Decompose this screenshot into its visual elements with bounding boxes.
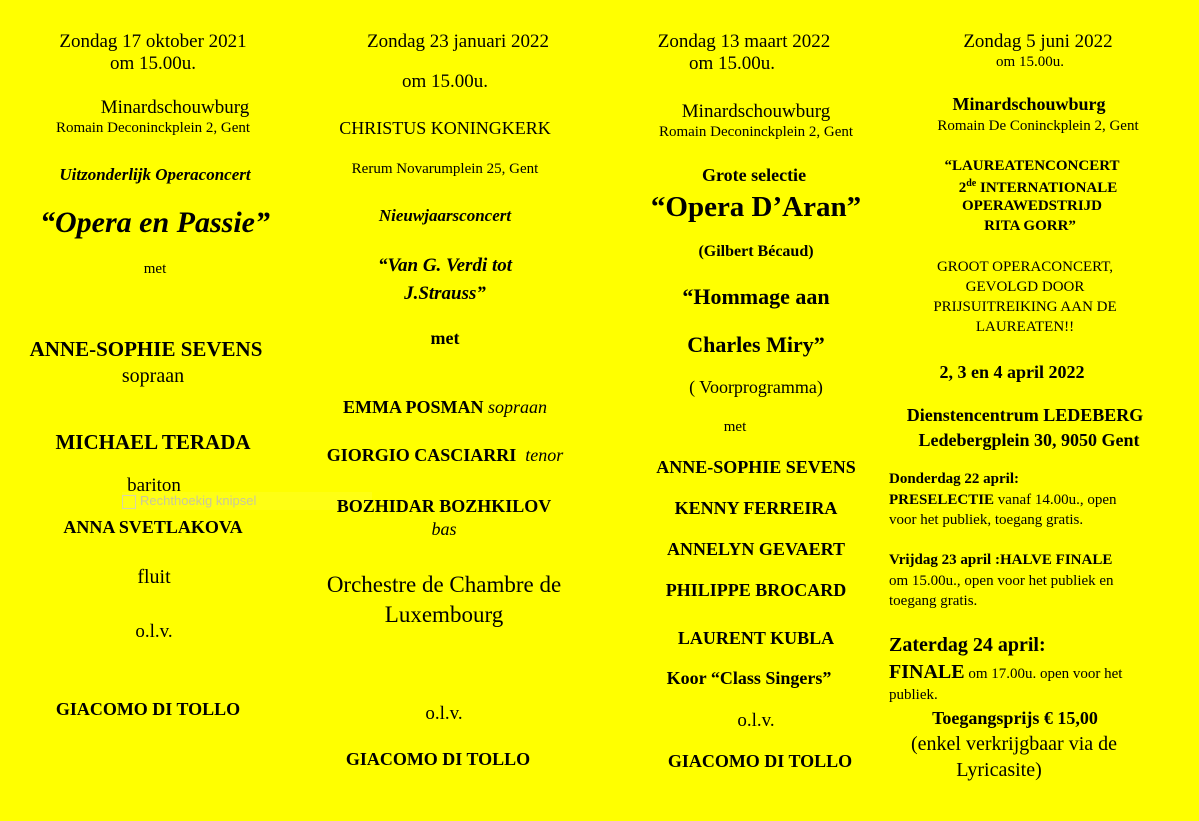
snip-rectangle-icon <box>122 495 136 509</box>
col4-day2-line-3: toegang gratis. <box>889 593 978 609</box>
col4-laureaat-number: 2 <box>958 180 967 196</box>
col4-laureaat-line-4: RITA GORR” <box>984 218 1076 234</box>
col1-title: “Opera en Passie” <box>40 206 270 239</box>
col2-address: Rerum Novarumplein 25, Gent <box>351 161 539 177</box>
col4-time: om 15.00u. <box>996 54 1064 70</box>
col4-laureaat-line-3: OPERAWEDSTRIJD <box>961 198 1103 214</box>
col1-with: met <box>143 261 167 277</box>
col2-performer-2-name: GIORGIO CASCIARRI <box>326 445 517 465</box>
col3-with: met <box>723 419 747 435</box>
col4-laureaat-internationale: INTERNATIONALE <box>976 180 1118 196</box>
col3-performer-5: LAURENT KUBLA <box>677 628 835 648</box>
col4-day3-line-3: publiek. <box>889 687 938 703</box>
snip-overlay-label <box>122 492 372 510</box>
col1-time: om 15.00u. <box>109 53 197 74</box>
col4-day1-title: Donderdag 22 april: <box>889 471 1020 487</box>
col1-date: Zondag 17 oktober 2021 <box>59 31 247 52</box>
col3-time: om 15.00u. <box>688 53 776 74</box>
col4-groot-line-2: GEVOLGD DOOR <box>965 279 1085 295</box>
col1-address: Romain Deconinckplein 2, Gent <box>55 120 251 136</box>
col4-groot-line-3: PRIJSUITREIKING AAN DE <box>933 299 1117 315</box>
col3-choir: Koor “Class Singers” <box>666 668 832 688</box>
col1-performer-2-role: bariton <box>127 475 181 496</box>
col2-with: met <box>430 328 460 348</box>
col1-performer-3-role: fluit <box>137 566 171 588</box>
col3-performer-3: ANNELYN GEVAERT <box>667 539 845 559</box>
col1-performer-1-name: ANNE-SOPHIE SEVENS <box>29 337 263 361</box>
col3-venue: Minardschouwburg <box>681 101 831 122</box>
col3-hommage-line-2: Charles Miry” <box>687 332 825 357</box>
col3-subtitle: Grote selectie <box>701 165 807 185</box>
col2-title-line-2: J.Strauss” <box>404 283 486 304</box>
col1-conductor: GIACOMO DI TOLLO <box>55 699 241 719</box>
col4-preselectie: PRESELECTIE <box>889 492 995 508</box>
col2-performer-3-name: BOZHIDAR BOZHKILOV <box>336 496 552 516</box>
col4-day1-time: vanaf 14.00u., open <box>994 492 1117 508</box>
col1-subtitle: Uitzonderlijk Operaconcert <box>59 165 251 184</box>
col2-performer-3-role: bas <box>431 519 457 539</box>
col2-performer-2 <box>327 446 564 465</box>
col3-composer: (Gilbert Bécaud) <box>698 243 814 260</box>
col4-laureaat-line-2 <box>959 179 1118 197</box>
col4-day1-line-2 <box>889 493 1117 509</box>
col2-performer-2-role: tenor <box>525 445 564 465</box>
col2-performer-1-name: EMMA POSMAN <box>343 397 484 417</box>
col3-address: Romain Deconinckplein 2, Gent <box>658 124 854 140</box>
col2-performer-1-role: sopraan <box>487 397 547 417</box>
col1-performer-3-name: ANNA SVETLAKOVA <box>63 517 243 537</box>
col4-day1-line-3: voor het publiek, toegang gratis. <box>889 512 1084 528</box>
col2-olv: o.l.v. <box>425 703 463 724</box>
col2-conductor: GIACOMO DI TOLLO <box>345 749 531 769</box>
col4-address: Romain De Coninckplein 2, Gent <box>937 118 1139 134</box>
col2-subtitle: Nieuwjaarsconcert <box>378 206 512 225</box>
col3-date: Zondag 13 maart 2022 <box>657 31 831 52</box>
col4-dates: 2, 3 en 4 april 2022 <box>939 362 1085 382</box>
col2-time: om 15.00u. <box>401 71 489 92</box>
col3-performer-4: PHILIPPE BROCARD <box>665 580 847 600</box>
col3-performer-2: KENNY FERREIRA <box>674 498 838 518</box>
col4-day2-line-2: om 15.00u., open voor het publiek en <box>889 573 1114 589</box>
col4-note-line-1: (enkel verkrijgbaar via de <box>910 733 1118 755</box>
col1-olv: o.l.v. <box>135 621 173 642</box>
snip-label: Rechthoekig knipsel <box>140 493 257 508</box>
col1-performer-2-name: MICHAEL TERADA <box>55 430 251 454</box>
col3-olv: o.l.v. <box>737 710 775 731</box>
col1-venue: Minardschouwburg <box>100 97 250 118</box>
col4-laureaat-sup: de <box>966 178 977 189</box>
col4-laureaat-line-1: “LAUREATENCONCERT <box>944 158 1120 174</box>
col3-voorprogramma: ( Voorprogramma) <box>689 377 823 397</box>
col4-groot-line-4: LAUREATEN!! <box>975 319 1075 335</box>
col4-groot-line-1: GROOT OPERACONCERT, <box>936 259 1114 275</box>
col4-centre-line-1: Dienstencentrum LEDEBERG <box>906 405 1144 425</box>
col2-performer-1 <box>343 398 547 417</box>
col4-note-line-2: Lyricasite) <box>956 759 1042 781</box>
col4-date: Zondag 5 juni 2022 <box>963 31 1113 52</box>
col4-price: Toegangsprijs € 15,00 <box>932 708 1098 728</box>
col4-day3-line-2 <box>889 662 1122 683</box>
col2-date: Zondag 23 januari 2022 <box>366 31 550 52</box>
col3-title: “Opera D’Aran” <box>650 191 862 223</box>
col3-conductor: GIACOMO DI TOLLO <box>667 751 853 771</box>
col3-performer-1: ANNE-SOPHIE SEVENS <box>656 457 856 477</box>
col2-orchestra-line-2: Luxembourg <box>384 602 504 627</box>
col4-day2-title: Vrijdag 23 april :HALVE FINALE <box>889 552 1113 568</box>
col4-venue: Minardschouwburg <box>952 94 1106 114</box>
col4-day3-title: Zaterdag 24 april: <box>889 634 1046 656</box>
col4-finale: FINALE <box>889 661 965 683</box>
col1-performer-1-role: sopraan <box>121 365 185 387</box>
col3-hommage-line-1: “Hommage aan <box>682 284 830 309</box>
col2-title-line-1: “Van G. Verdi tot <box>377 255 513 276</box>
col2-venue: CHRISTUS KONINGKERK <box>339 118 551 138</box>
col4-centre-line-2: Ledebergplein 30, 9050 Gent <box>918 430 1140 450</box>
col4-day3-time: om 17.00u. open voor het <box>964 666 1123 682</box>
col2-orchestra-line-1: Orchestre de Chambre de <box>326 572 562 597</box>
